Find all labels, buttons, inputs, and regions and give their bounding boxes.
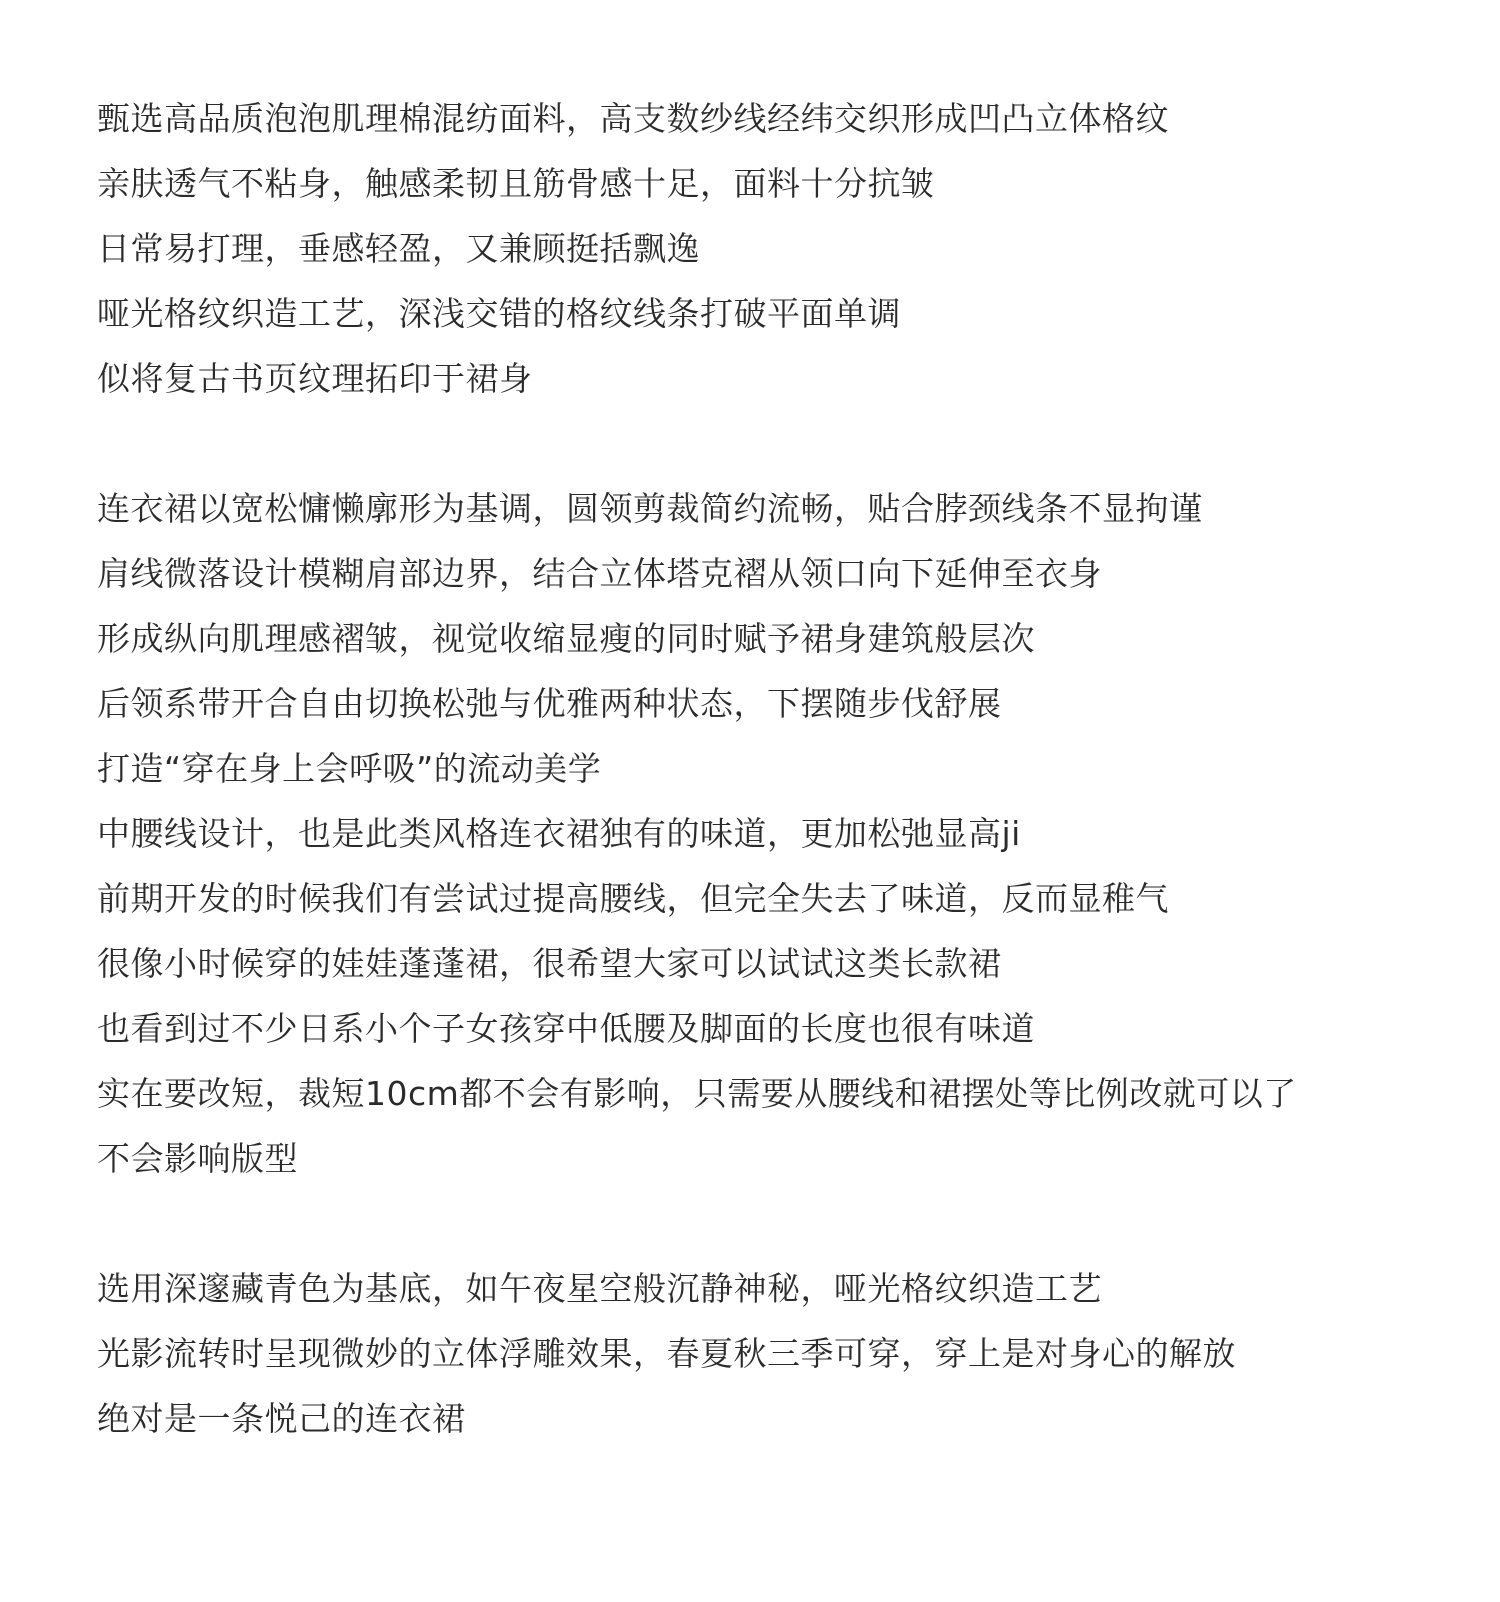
- text-line: 哑光格纹织造工艺，深浅交错的格纹线条打破平面单调: [97, 294, 901, 333]
- paragraph-fabric: [97, 86, 1477, 411]
- text-line: 也看到过不少日系小个子女孩穿中低腰及脚面的长度也很有味道: [97, 1009, 1035, 1048]
- text-line: 连衣裙以宽松慵懒廓形为基调，圆领剪裁简约流畅，贴合脖颈线条不显拘谨: [97, 489, 1203, 528]
- text-line: 实在要改短，裁短10cm都不会有影响，只需要从腰线和裙摆处等比例改就可以了: [97, 1074, 1297, 1113]
- text-line: 光影流转时呈现微妙的立体浮雕效果，春夏秋三季可穿，穿上是对身心的解放: [97, 1334, 1236, 1373]
- text-line: 肩线微落设计模糊肩部边界，结合立体塔克褶从领口向下延伸至衣身: [97, 554, 1102, 593]
- text-line: 日常易打理，垂感轻盈，又兼顾挺括飘逸: [97, 229, 700, 268]
- text-line: 很像小时候穿的娃娃蓬蓬裙，很希望大家可以试试这类长款裙: [97, 944, 1002, 983]
- text-line: 后领系带开合自由切换松弛与优雅两种状态，下摆随步伐舒展: [97, 684, 1002, 723]
- text-line: 中腰线设计，也是此类风格连衣裙独有的味道，更加松弛显高ji: [97, 814, 1021, 853]
- text-line: 不会影响版型: [97, 1139, 298, 1178]
- text-line: 选用深邃藏青色为基底，如午夜星空般沉静神秘，哑光格纹织造工艺: [97, 1269, 1102, 1308]
- text-line: 甄选高品质泡泡肌理棉混纺面料，高支数纱线经纬交织形成凹凸立体格纹: [97, 99, 1169, 138]
- text-line: 亲肤透气不粘身，触感柔韧且筋骨感十足，面料十分抗皱: [97, 164, 935, 203]
- text-line: 打造“穿在身上会呼吸”的流动美学: [97, 749, 602, 788]
- paragraph-design: [97, 476, 1477, 1191]
- paragraph-color: [97, 1256, 1477, 1451]
- product-description: [97, 86, 1477, 1451]
- text-line: 形成纵向肌理感褶皱，视觉收缩显瘦的同时赋予裙身建筑般层次: [97, 619, 1035, 658]
- text-line: 前期开发的时候我们有尝试过提高腰线，但完全失去了味道，反而显稚气: [97, 879, 1169, 918]
- text-line: 绝对是一条悦己的连衣裙: [97, 1399, 466, 1438]
- text-line: 似将复古书页纹理拓印于裙身: [97, 359, 533, 398]
